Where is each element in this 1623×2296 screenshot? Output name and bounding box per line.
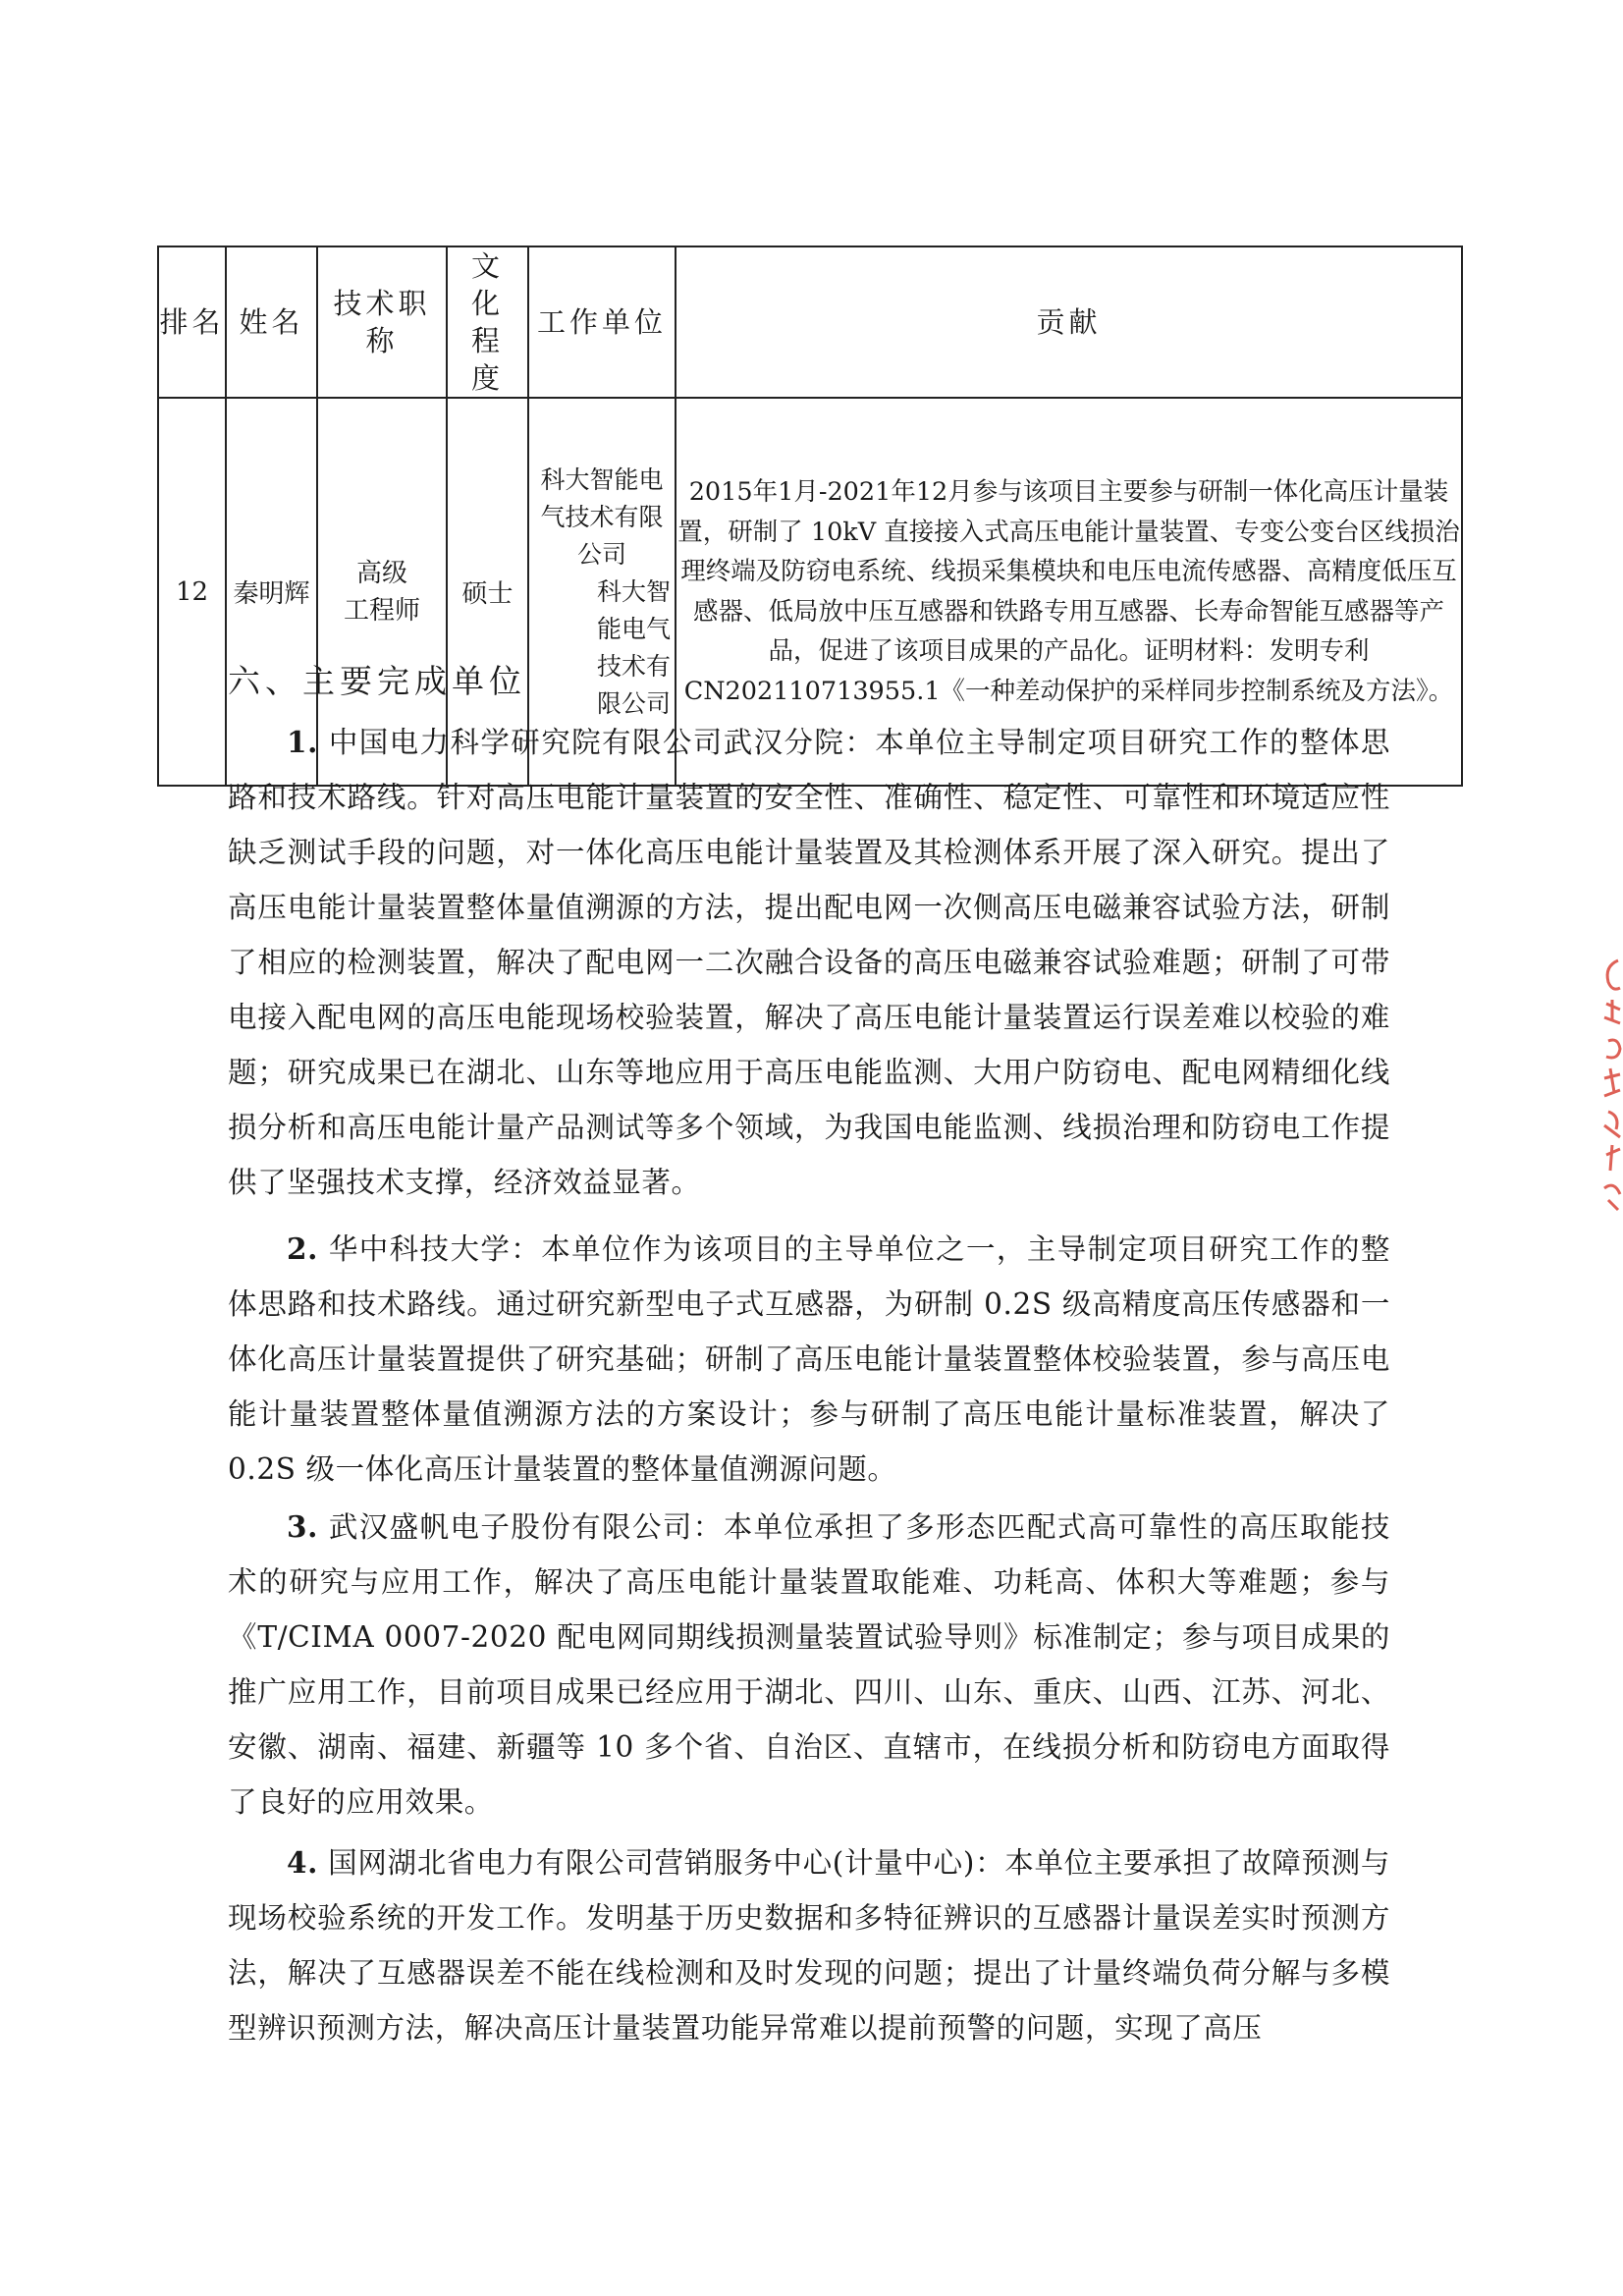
cell-rank: 12 bbox=[158, 398, 226, 786]
table-header-row bbox=[158, 246, 1462, 398]
header-rank: 排名 bbox=[158, 246, 226, 398]
unit-line: 科大智能电 bbox=[540, 465, 664, 494]
cell-contribution: 2015年1月-2021年12月参与该项目主要参与研制一体化高压计量装置，研制了 10kV 直接接入式高压电能计量装置、专变公变台区线损治理终端及防窃电系统、线损采集模块和电压电流传感器、高精度低压互感器、低局放中压互感器和铁路专用互感器、长寿命智能互感器等产品，促进了该项目成果的产品化。证明材料：发明专利 CN202110713955.1《一种差动保护的采样同步控制系统及方法》。 bbox=[676, 398, 1462, 786]
paragraph-3 bbox=[228, 1500, 1390, 1830]
title-line1: 高级 bbox=[355, 558, 407, 588]
unit-line: 能电气 bbox=[596, 614, 671, 643]
paragraph-text: 中国电力科学研究院有限公司武汉分院：本单位主导制定项目研究工作的整体思路和技术路线。针对高压电能计量装置的安全性、准确性、稳定性、可靠性和环境适应性缺乏测试手段的问题，对一体化高压电能计量装置及其检测体系开展了深入研究。提出了高压电能计量装置整体量值溯源的方法，提出配电网一次侧高压电磁兼容试验方法，研制了相应的检测装置，解决了配电网一二次融合设备的高压电磁兼容试验难题；研制了可带电接入配电网的高压电能现场校验装置，解决了高压电能计量装置运行误差难以校验的难题；研究成果已在湖北、山东等地应用于高压电能监测、大用户防窃电、配电网精细化线损分析和高压电能计量产品测试等多个领域，为我国电能监测、线损治理和防窃电工作提供了坚强技术支撑，经济效益显著。 bbox=[228, 726, 1390, 1199]
contributor-table bbox=[157, 246, 1463, 787]
paragraph-number: 1. bbox=[287, 725, 318, 759]
cell-name: 秦明辉 bbox=[226, 398, 317, 786]
header-contribution: 贡献 bbox=[676, 246, 1462, 398]
header-name: 姓名 bbox=[226, 246, 317, 398]
header-education bbox=[447, 246, 528, 398]
header-education-text: 文化程度 bbox=[470, 249, 504, 395]
seal-stamp-fragment bbox=[1598, 953, 1623, 1218]
paragraph-2 bbox=[228, 1222, 1390, 1497]
header-unit: 工作单位 bbox=[528, 246, 676, 398]
cell-education: 硕士 bbox=[447, 398, 528, 786]
paragraph-text: 国网湖北省电力有限公司营销服务中心(计量中心)：本单位主要承担了故障预测与现场校验系统的开发工作。发明基于历史数据和多特征辨识的互感器计量误差实时预测方法，解决了互感器误差不能在线检测和及时发现的问题；提出了计量终端负荷分解与多模型辨识预测方法，解决高压计量装置功能异常难以提前预警的问题，实现了高压 bbox=[228, 1846, 1390, 2045]
unit-line: 科大智 bbox=[596, 576, 671, 606]
header-title: 技术职称 bbox=[317, 246, 447, 398]
paragraph-number: 2. bbox=[287, 1231, 318, 1266]
unit-line: 技术有 bbox=[596, 651, 671, 681]
paragraph-4 bbox=[228, 1835, 1390, 2055]
unit-line: 限公司 bbox=[596, 688, 671, 718]
paragraph-number: 4. bbox=[287, 1845, 318, 1880]
unit-line: 公司 bbox=[576, 539, 626, 569]
title-line2: 工程师 bbox=[343, 595, 420, 626]
paragraph-text: 武汉盛帆电子股份有限公司：本单位承担了多形态匹配式高可靠性的高压取能技术的研究与应用工作，解决了高压电能计量装置取能难、功耗高、体积大等难题；参与《T/CIMA 0007-2020 配电网同期线损测量装置试验导则》标准制定；参与项目成果的推广应用工作，目前项目成果已经应用于湖北、四川、山东、重庆、山西、江苏、河北、安徽、湖南、福建、新疆等 10 多个省、自治区、直辖市，在线损分析和防窃电方面取得了良好的应用效果。 bbox=[228, 1510, 1390, 1819]
paragraph-1 bbox=[228, 715, 1390, 1210]
paragraph-text: 华中科技大学：本单位作为该项目的主导单位之一，主导制定项目研究工作的整体思路和技术路线。通过研究新型电子式互感器，为研制 0.2S 级高精度高压传感器和一体化高压计量装置提供了研究基础；研制了高压电能计量装置整体校验装置，参与高压电能计量装置整体量值溯源方法的方案设计；参与研制了高压电能计量标准装置，解决了 0.2S 级一体化高压计量装置的整体量值溯源问题。 bbox=[228, 1232, 1390, 1486]
section-title: 六、主要完成单位 bbox=[228, 662, 526, 700]
unit-line: 气技术有限 bbox=[540, 502, 664, 531]
paragraph-number: 3. bbox=[287, 1509, 318, 1544]
